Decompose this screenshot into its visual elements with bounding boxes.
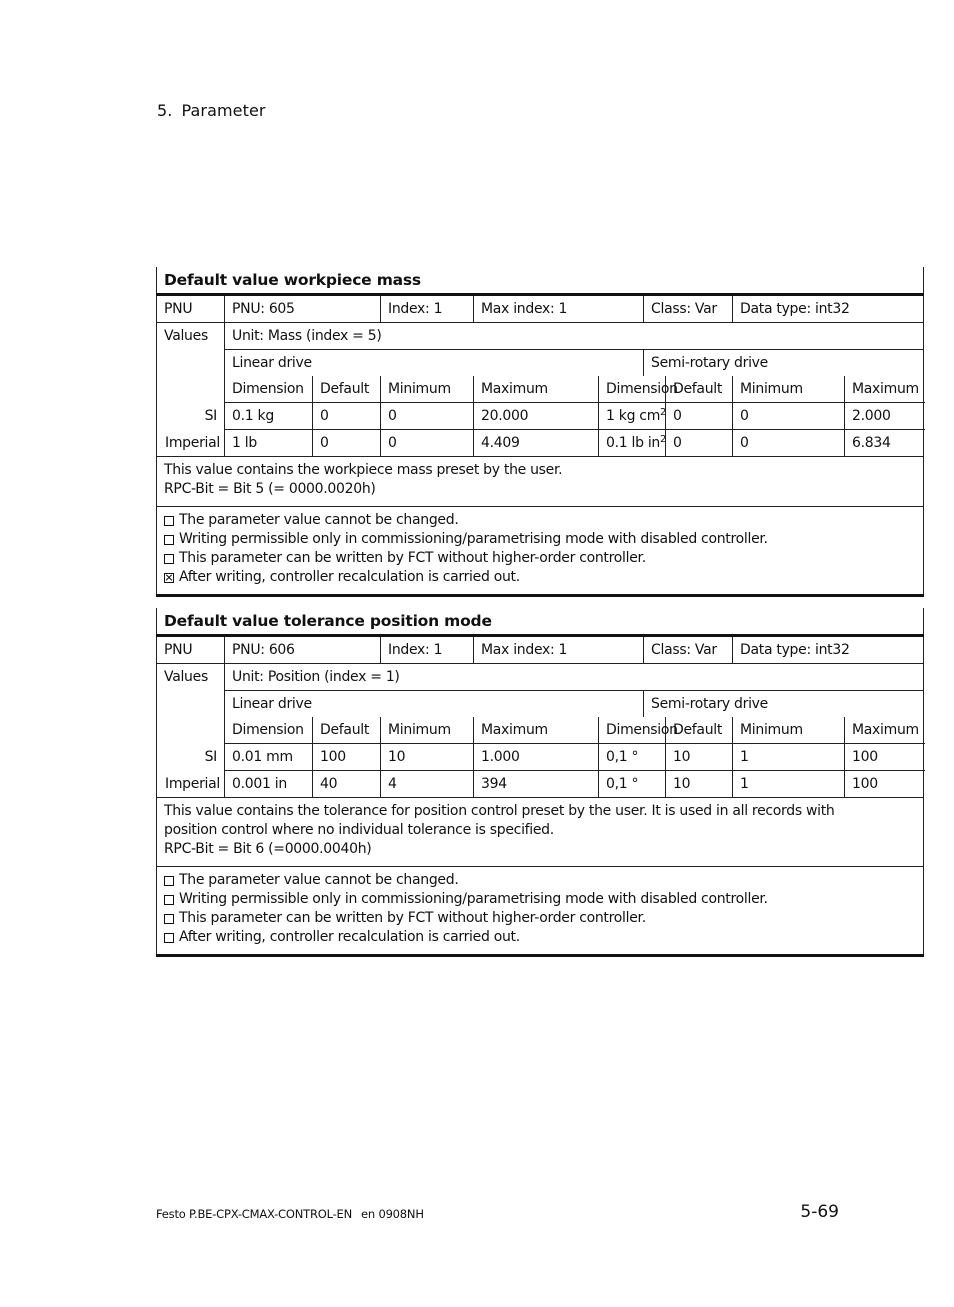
table-cell: 0.01 mm [225, 744, 313, 771]
unit-value: Unit: Mass (index = 5) [225, 323, 924, 350]
table-cell: 0 [733, 430, 845, 457]
checkbox-icon [164, 516, 174, 526]
table-cell: 10 [666, 771, 733, 798]
table-cell: 10 [666, 744, 733, 771]
column-header: Default [666, 717, 733, 744]
column-header: Minimum [733, 376, 845, 403]
table-cell: 0 [381, 403, 474, 430]
table-cell: 6.834 [845, 430, 924, 457]
chapter-number: 5. [157, 101, 173, 120]
column-header: Maximum [474, 376, 599, 403]
index-value: Index: 1 [381, 636, 474, 664]
class-value: Class: Var [644, 636, 733, 664]
column-header: Minimum [733, 717, 845, 744]
description [157, 798, 924, 867]
table-cell: 40 [313, 771, 381, 798]
checkbox-icon [164, 895, 174, 905]
max-index-value: Max index: 1 [474, 636, 644, 664]
table-cell: 394 [474, 771, 599, 798]
column-header: Maximum [845, 376, 924, 403]
chapter-title: Parameter [181, 101, 266, 120]
column-header: Maximum [845, 717, 924, 744]
description-line: RPC-Bit = Bit 5 (= 0000.0020h) [164, 481, 376, 497]
table-title: Default value workpiece mass [157, 267, 924, 295]
semi-rotary-drive-label: Semi-rotary drive [644, 350, 924, 377]
max-index-value: Max index: 1 [474, 295, 644, 323]
table-cell: 0 [666, 430, 733, 457]
table-cell: 0.1 lb $in^2$ [599, 430, 666, 457]
table-row [157, 430, 924, 457]
parameter-table-tolerance-position-mode [156, 608, 924, 957]
column-header: Maximum [474, 717, 599, 744]
checkbox-icon [164, 876, 174, 886]
table-cell: 0,1 ° [599, 771, 666, 798]
column-header: Minimum [381, 376, 474, 403]
checkbox-icon [164, 914, 174, 924]
description-line: This value contains the tolerance for position control preset by the user. It is used in all records with [164, 803, 835, 819]
note-item: After writing, controller recalculation is carried out. [164, 928, 916, 947]
table-row [157, 771, 924, 798]
checkbox-icon [164, 535, 174, 545]
table-cell: 10 [381, 744, 474, 771]
table-cell: 2.000 [845, 403, 924, 430]
note-item: This parameter can be written by FCT without higher-order controller. [164, 549, 916, 568]
description-line: This value contains the workpiece mass preset by the user. [164, 462, 563, 478]
table-cell: 0 [381, 430, 474, 457]
description-line: RPC-Bit = Bit 6 (=0000.0040h) [164, 841, 372, 857]
checkbox-icon [164, 554, 174, 564]
table-cell: 1 lb [225, 430, 313, 457]
table-cell: 1.000 [474, 744, 599, 771]
note-item: Writing permissible only in commissioning/parametrising mode with disabled controller. [164, 890, 916, 909]
page-number: 5-69 [800, 1202, 839, 1222]
table-cell: 0.1 kg [225, 403, 313, 430]
row-label: Imperial [157, 771, 225, 798]
index-value: Index: 1 [381, 295, 474, 323]
values-label: Values [157, 664, 225, 691]
row-label: SI [157, 403, 225, 430]
footer-version: en 0908NH [361, 1207, 424, 1221]
data-type-value: Data type: int32 [733, 295, 924, 323]
note-item: The parameter value cannot be changed. [164, 511, 916, 530]
data-type-value: Data type: int32 [733, 636, 924, 664]
row-label: Imperial [157, 430, 225, 457]
description-line: position control where no individual tolerance is specified. [164, 822, 554, 838]
footer-document-info [156, 1207, 424, 1221]
column-header: Minimum [381, 717, 474, 744]
linear-drive-label: Linear drive [225, 691, 644, 718]
table-cell: 1 [733, 771, 845, 798]
table-title: Default value tolerance position mode [157, 608, 924, 636]
pnu-label: PNU [157, 636, 225, 664]
note-item: After writing, controller recalculation is carried out. [164, 568, 916, 587]
description [157, 457, 924, 507]
column-header: Dimension [225, 376, 313, 403]
table-cell: 0 [313, 430, 381, 457]
column-header: Default [313, 717, 381, 744]
table-cell: 0 [666, 403, 733, 430]
values-label: Values [157, 323, 225, 350]
row-label: SI [157, 744, 225, 771]
column-header: Default [313, 376, 381, 403]
table-cell: 1 kg $cm^2$ [599, 403, 666, 430]
table-cell: 0 [733, 403, 845, 430]
note-item: Writing permissible only in commissioning/parametrising mode with disabled controller. [164, 530, 916, 549]
chapter-heading [157, 101, 266, 120]
table-cell: 100 [845, 744, 924, 771]
column-header: Dimension [225, 717, 313, 744]
notes [157, 867, 924, 956]
pnu-value: PNU: 605 [225, 295, 381, 323]
column-header: Default [666, 376, 733, 403]
column-header: Dimension [599, 376, 666, 403]
pnu-label: PNU [157, 295, 225, 323]
checked-checkbox-icon [164, 573, 174, 583]
table-row [157, 744, 924, 771]
parameter-table-workpiece-mass [156, 267, 924, 597]
table-cell: 100 [845, 771, 924, 798]
table-cell: 4.409 [474, 430, 599, 457]
column-header: Dimension [599, 717, 666, 744]
unit-value: Unit: Position (index = 1) [225, 664, 924, 691]
semi-rotary-drive-label: Semi-rotary drive [644, 691, 924, 718]
table-cell: 0,1 ° [599, 744, 666, 771]
notes [157, 507, 924, 596]
table-cell: 4 [381, 771, 474, 798]
table-cell: 0.001 in [225, 771, 313, 798]
pnu-value: PNU: 606 [225, 636, 381, 664]
table-cell: 1 [733, 744, 845, 771]
linear-drive-label: Linear drive [225, 350, 644, 377]
class-value: Class: Var [644, 295, 733, 323]
note-item: The parameter value cannot be changed. [164, 871, 916, 890]
note-item: This parameter can be written by FCT without higher-order controller. [164, 909, 916, 928]
table-cell: 20.000 [474, 403, 599, 430]
checkbox-icon [164, 933, 174, 943]
table-row [157, 403, 924, 430]
footer-document: Festo P.BE-CPX-CMAX-CONTROL-EN [156, 1207, 353, 1221]
table-cell: 100 [313, 744, 381, 771]
table-cell: 0 [313, 403, 381, 430]
